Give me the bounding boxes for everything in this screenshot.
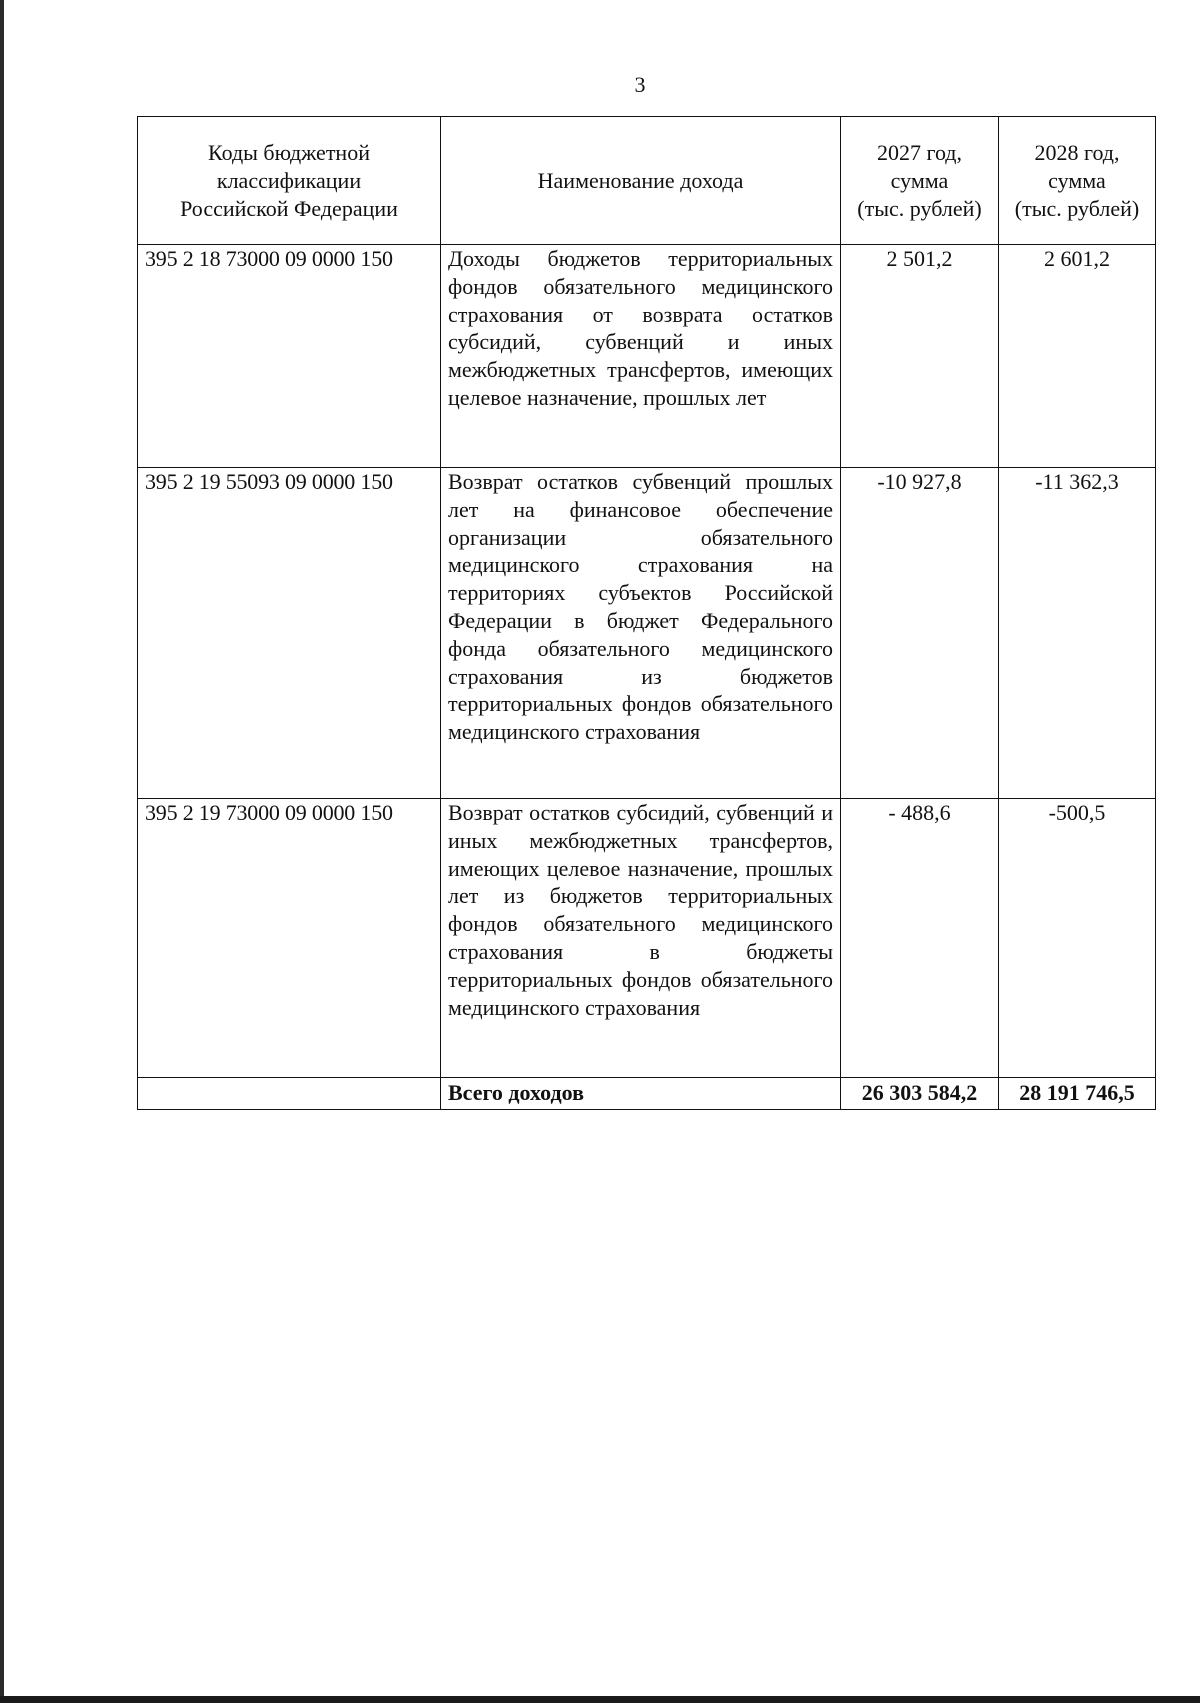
- revenue-table: [137, 116, 1156, 1110]
- revenue-name-cell: Возврат остатков субсидий, субвенций и иных межбюджетных трансфертов, имеющих целевое назначение, прошлых лет из бюджетов территориальных фондов обязательного медицинского страхования в бюджеты территориальных фондов обязательного медицинского страхования: [441, 799, 841, 1078]
- table-row: [138, 799, 1156, 1078]
- header-amount-2027: 2027 год, сумма (тыс. рублей): [841, 117, 999, 245]
- total-amount-2028-cell: 28 191 746,5: [999, 1078, 1156, 1110]
- total-row: [138, 1078, 1156, 1110]
- budget-code-cell: 395 2 19 73000 09 0000 150: [138, 799, 441, 1078]
- header-amount-2028: 2028 год, сумма (тыс. рублей): [999, 117, 1156, 245]
- revenue-name-cell: Возврат остатков субвенций прошлых лет на финансовое обеспечение организации обязательного медицинского страхования на территориях субъектов Российской Федерации в бюджет Федерального фонда обязательного медицинского страхования из бюджетов территориальных фондов обязательного медицинского страхования: [441, 468, 841, 799]
- header-budget-code: Коды бюджетной классификации Российской Федерации: [138, 117, 441, 245]
- amount-2027-cell: -10 927,8: [841, 468, 999, 799]
- amount-2027-cell: 2 501,2: [841, 245, 999, 468]
- scan-edge-left: [0, 0, 4, 1703]
- scan-edge-bottom: [0, 1696, 1200, 1703]
- revenue-name-cell: Доходы бюджетов территориальных фондов обязательного медицинского страхования от возврата остатков субсидий, субвенций и иных межбюджетных трансфертов, имеющих целевое назначение, прошлых лет: [441, 245, 841, 468]
- total-amount-2027-cell: 26 303 584,2: [841, 1078, 999, 1110]
- budget-code-cell: 395 2 19 55093 09 0000 150: [138, 468, 441, 799]
- table-row: [138, 245, 1156, 468]
- amount-2028-cell: -500,5: [999, 799, 1156, 1078]
- budget-code-cell: 395 2 18 73000 09 0000 150: [138, 245, 441, 468]
- amount-2028-cell: -11 362,3: [999, 468, 1156, 799]
- table-row: [138, 468, 1156, 799]
- total-label-cell: Всего доходов: [441, 1078, 841, 1110]
- amount-2027-cell: - 488,6: [841, 799, 999, 1078]
- total-code-cell: [138, 1078, 441, 1110]
- page-number: 3: [634, 72, 646, 97]
- amount-2028-cell: 2 601,2: [999, 245, 1156, 468]
- header-revenue-name: Наименование дохода: [441, 117, 841, 245]
- table-header-row: [138, 117, 1156, 245]
